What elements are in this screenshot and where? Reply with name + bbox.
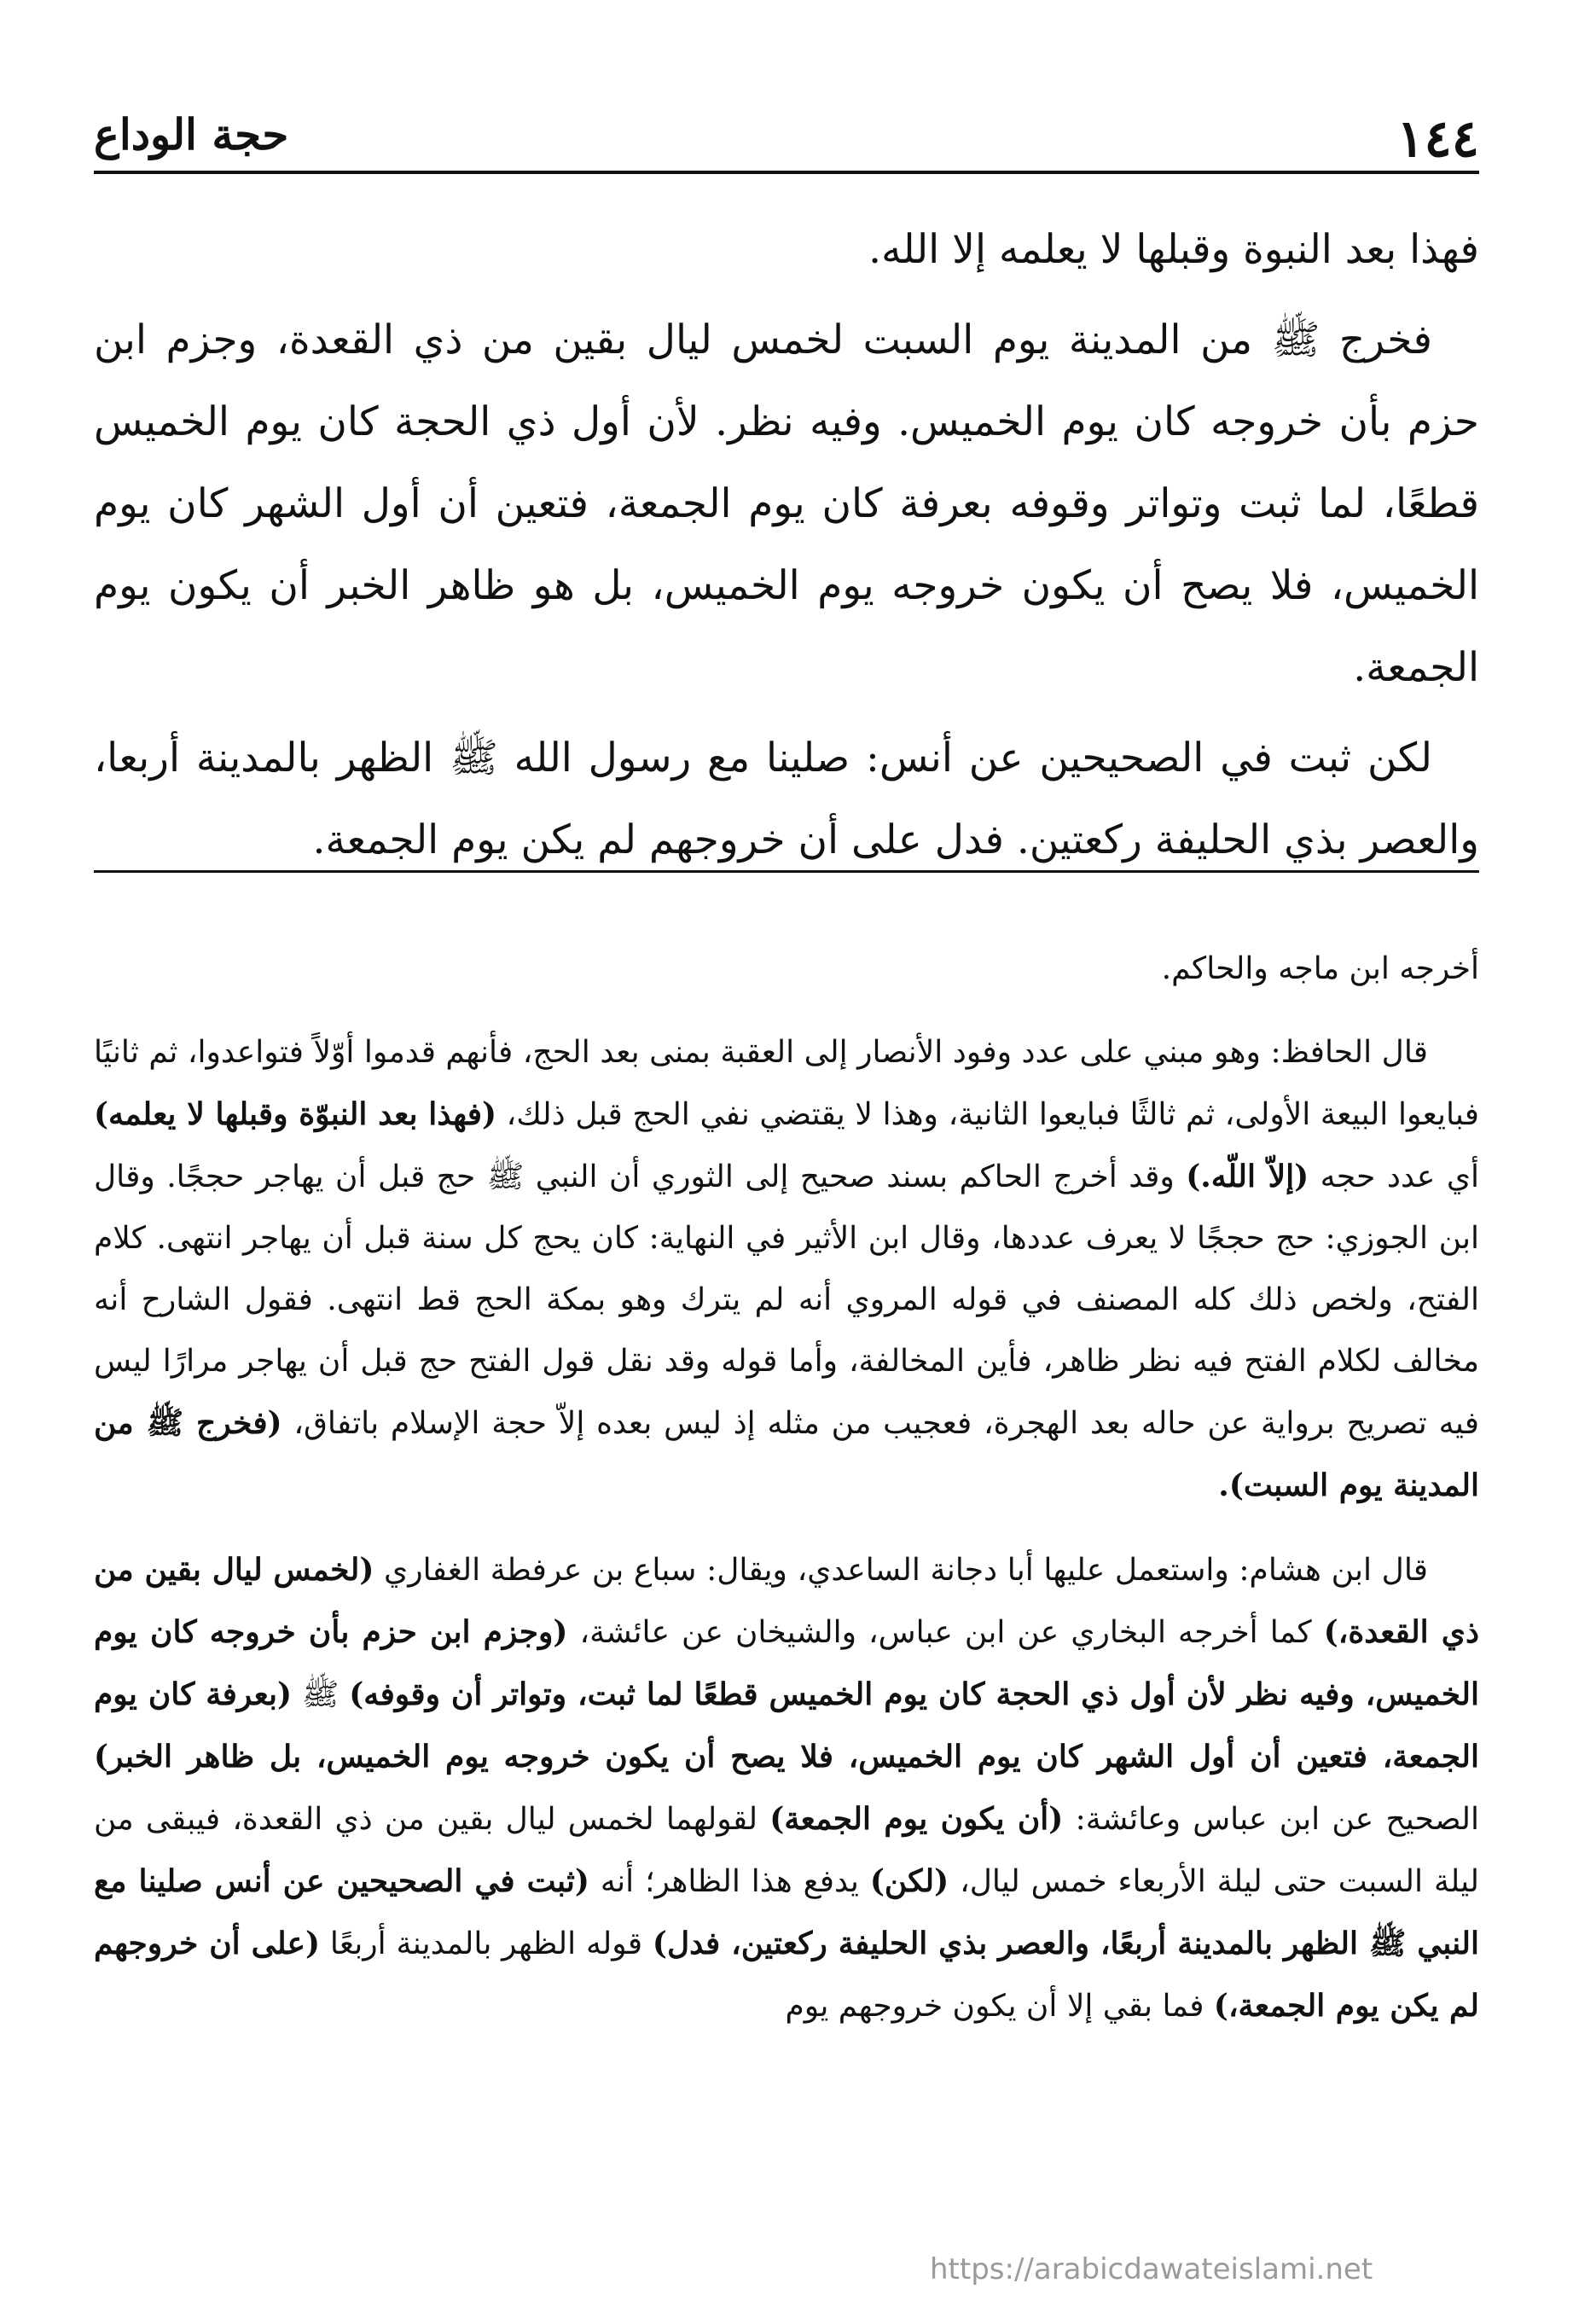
note-text: يدفع هذا الظاهر؛ أنه — [589, 1864, 870, 1899]
quoted-matn: (على أن خروجهم لم يكن يوم الجمعة،) — [94, 1926, 1479, 2024]
watermark-url: https://arabicdawateislami.net — [930, 2252, 1373, 2286]
main-paragraph-3: لكن ثبت في الصحيحين عن أنس: صلينا مع رسول الله ﷺ الظهر بالمدينة أربعا، والعصر بذي الحليفة ركعتين. فدل على أن خروجهم لم يكن يوم الجمعة. — [94, 735, 1479, 863]
page-number: ١٤٤ — [1396, 109, 1479, 169]
note-text: قال الحافظ: وهو مبني على عدد وفود الأنصار إلى العقبة بمنى بعد الحج، فأنهم قدموا أوّلاً فتواعدوا، ثم ثانيًا فبايعوا البيعة الأولى، ثم ثالثًا فبايعوا الثانية، وهذا لا يقتضي نفي الحج قبل ذلك، — [94, 1035, 1479, 1132]
note-text: قال ابن هشام: واستعمل عليها أبا دجانة الساعدي، ويقال: سباع بن عرفطة الغفاري — [374, 1553, 1429, 1588]
commentary — [94, 938, 1479, 2060]
note-text: الصحيح عن ابن عباس وعائشة: — [1063, 1802, 1480, 1837]
quoted-matn: (وجزم ابن حزم بأن خروجه كان يوم الخميس، وفيه نظر لأن أول ذي الحجة كان يوم الخميس قطعًا لما ثبت، وتواتر أن وقوفه) — [94, 1614, 1480, 1712]
note-text: أي عدد حجه — [1309, 1159, 1479, 1194]
note-text: قوله الظهر بالمدينة أربعًا — [320, 1926, 653, 1961]
main-paragraph-1: فهذا بعد النبوة وقبلها لا يعلمه إلا الله. — [868, 226, 1479, 273]
note-text: وقد أخرج الحاكم بسند صحيح إلى الثوري أن النبي ﷺ حج قبل أن يهاجر حججًا. وقال ابن الجوزي: حج حججًا لا يعرف عددها، وقال ابن الأثير في النهاية: كان يحج كل سنة قبل أن يهاجر انتهى. كلام الفتح، ولخص ذلك كله المصنف في قوله المروي أنه لم يترك وهو بمكة الحج قط انتهى. فقول الشارح أنه مخالف لكلام الفتح فيه نظر ظاهر، فأين المخالفة، وأما قوله وقد نقل قول الفتح حج قبل أن يهاجر مرارًا ليس فيه تصريح برواية عن حاله بعد الهجرة، فعجيب من مثله إذ ليس بعده إلاّ حجة الإسلام باتفاق، — [94, 1159, 1479, 1441]
quoted-matn: (لكن) — [869, 1863, 949, 1899]
quoted-matn: (فهذا بعد النبوّة وقبلها لا يعلمه) — [94, 1096, 496, 1132]
footnote-separator — [94, 870, 1479, 873]
quoted-matn: (إلاّ اللّه.) — [1186, 1159, 1309, 1194]
note-3 — [94, 1539, 1479, 2037]
note-text: فما بقي إلا أن يكون خروجهم يوم — [785, 1989, 1214, 2024]
note-text: لقولهما لخمس ليال بقين من ذي القعدة، فيبقى من ليلة السبت حتى ليلة الأربعاء خمس ليال، — [94, 1802, 1480, 1899]
quoted-matn: (فخرج ﷺ من المدينة يوم السبت). — [94, 1405, 1479, 1503]
note-2 — [94, 1022, 1479, 1517]
quoted-matn: (أن يكون يوم الجمعة) — [769, 1801, 1064, 1837]
book-title: حجة الوداع — [94, 109, 289, 160]
running-header — [94, 102, 1479, 174]
quoted-matn: (ثبت في الصحيحين عن أنس صلينا مع النبي ﷺ الظهر بالمدينة أربعًا، والعصر بذي الحليفة ركعتين، فدل) — [94, 1863, 1479, 1961]
note-text: كما أخرجه البخاري عن ابن عباس، والشيخان عن عائشة، — [567, 1615, 1324, 1650]
note-1: أخرجه ابن ماجه والحاكم. — [1161, 951, 1479, 986]
quoted-matn: (بعرفة كان يوم الجمعة، فتعين أن أول الشهر كان يوم الخميس، فلا يصح أن يكون خروجه يوم الخميس، بل ظاهر الخبر) — [94, 1676, 1479, 1775]
note-text: ﷺ — [292, 1677, 350, 1712]
quoted-matn: (لخمس ليال بقين من ذي القعدة،) — [94, 1552, 1480, 1650]
main-paragraph-2: فخرج ﷺ من المدينة يوم السبت لخمس ليال بقين من ذي القعدة، وجزم ابن حزم بأن خروجه كان يوم الخميس. وفيه نظر. لأن أول ذي الحجة كان يوم الخميس قطعًا، لما ثبت وتواتر وقوفه بعرفة كان يوم الجمعة، فتعين أن أول الشهر كان يوم الخميس، فلا يصح أن يكون خروجه يوم الخميس، بل هو ظاهر الخبر أن يكون يوم الجمعة. — [94, 317, 1479, 691]
main-text — [94, 209, 1479, 890]
